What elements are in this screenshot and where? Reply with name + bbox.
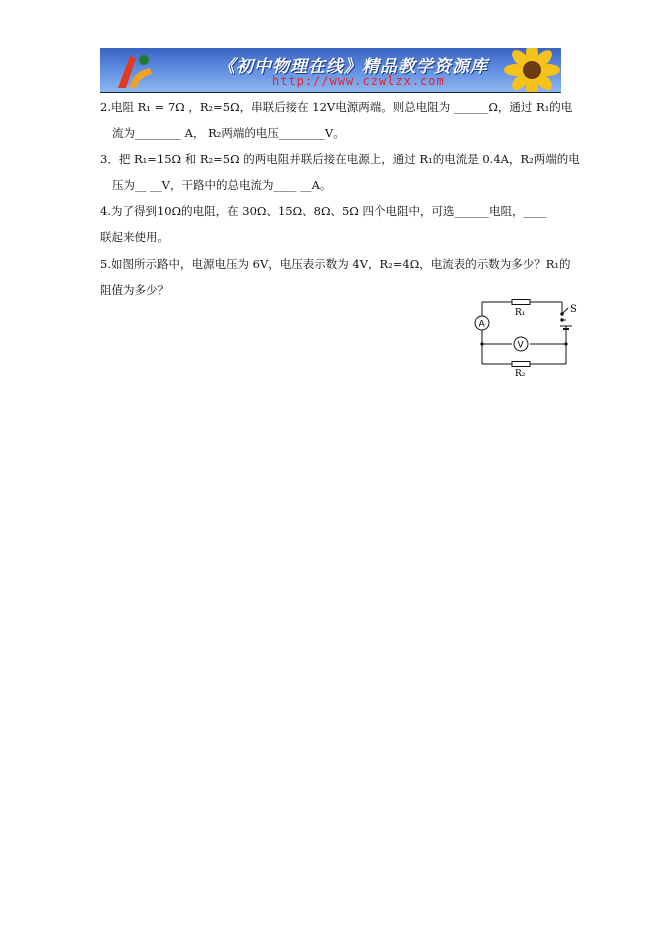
- question-2: [100, 94, 573, 146]
- question-line: 2.电阻 R₁ = 7Ω ，R₂=5Ω，串联后接在 12V电源两端。则总电阻为 ______Ω，通过 R₁的电: [100, 100, 573, 114]
- resistor-r2: [512, 362, 530, 367]
- question-line: 5.如图所示路中，电源电压为 6V，电压表示数为 4V，R₂=4Ω，电流表的示数为多少？R₁的: [100, 257, 571, 271]
- junction-dot: [480, 342, 483, 345]
- banner-url[interactable]: http://www.czwlzx.com: [272, 74, 445, 88]
- site-logo-icon: [110, 50, 158, 90]
- header-rule: [100, 92, 561, 93]
- banner-title: 《初中物理在线》精品教学资源库: [218, 57, 488, 77]
- question-3: [100, 146, 580, 198]
- header-banner: [100, 48, 561, 92]
- resistor-r1: [512, 300, 530, 305]
- question-line: 阻值为多少？: [100, 283, 169, 297]
- question-line: 流为________ A， R₂两端的电压________V。: [112, 126, 345, 140]
- question-4: [100, 198, 562, 250]
- r1-label: R₁: [515, 308, 526, 318]
- question-line: 联起来使用。: [100, 230, 169, 244]
- question-line: 4.为了得到10Ω的电阻，在 30Ω、15Ω、8Ω、5Ω 四个电阻中，可选______电阻，____: [100, 204, 547, 218]
- switch-label: S: [570, 304, 577, 315]
- question-line: 压为__ __V，干路中的总电流为____ __A。: [112, 178, 332, 192]
- junction-dot: [564, 342, 567, 345]
- r2-label: R₂: [515, 369, 526, 378]
- question-5: [100, 251, 571, 303]
- ammeter-label: A: [478, 319, 485, 330]
- voltmeter-label: V: [517, 340, 524, 351]
- question-line: 3．把 R₁=15Ω 和 R₂=5Ω 的两电阻并联后接在电源上，通过 R₁的电流是 0.4A，R₂两端的电: [100, 152, 580, 166]
- circuit-diagram: [466, 298, 584, 378]
- sunflower-icon: [492, 48, 561, 92]
